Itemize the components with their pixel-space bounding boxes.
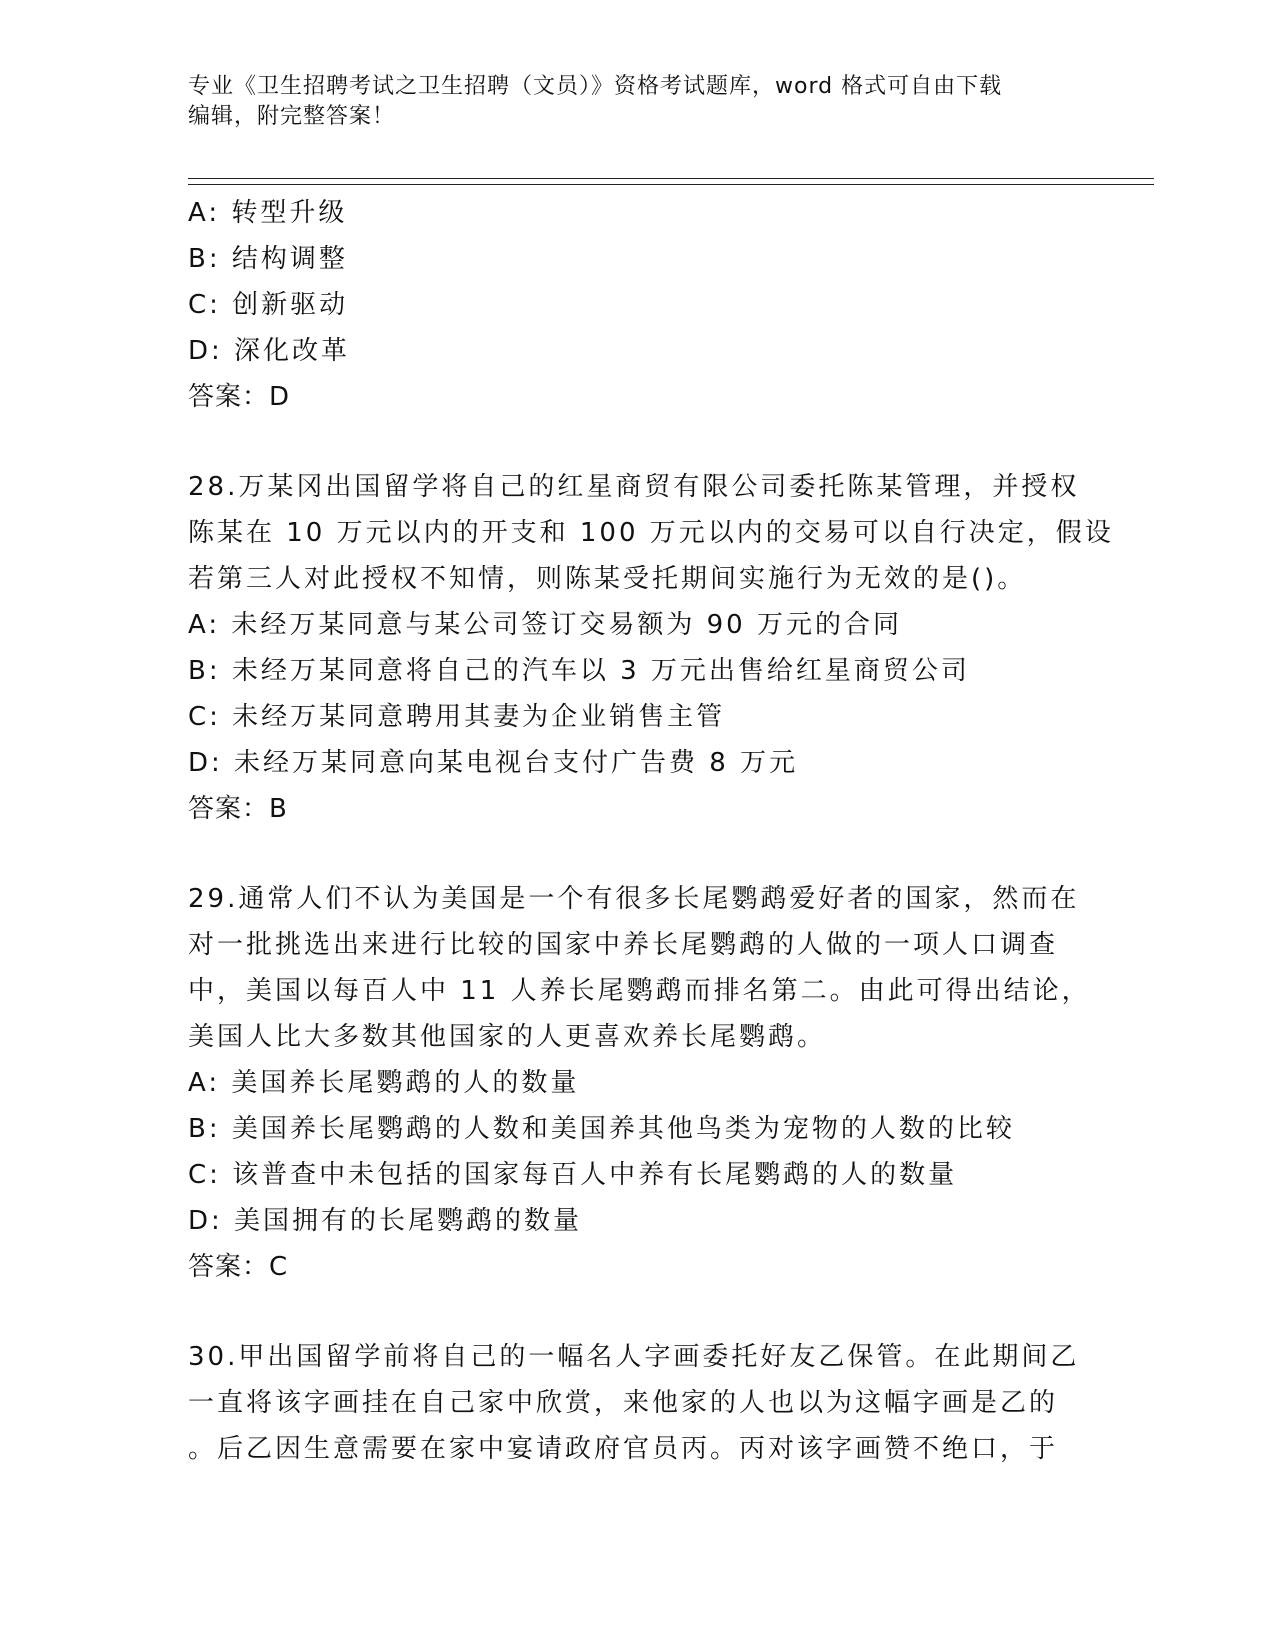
answer-line: 答案：B <box>188 794 288 824</box>
option-d: D: 美国拥有的长尾鹦鹉的数量 <box>188 1206 583 1236</box>
option-c: C: 创新驱动 <box>188 290 349 320</box>
header-line-1: 专业《卫生招聘考试之卫生招聘（文员）》资格考试题库，word 格式可自由下载 <box>188 74 1003 99</box>
question-block-30 <box>188 1334 1088 1472</box>
question-text-line: 陈某在 10 万元以内的开支和 100 万元以内的交易可以自行决定，假设 <box>188 518 1114 548</box>
question-text-line: 28.万某冈出国留学将自己的红星商贸有限公司委托陈某管理，并授权 <box>188 472 1080 502</box>
question-text-line: 。后乙因生意需要在家中宴请政府官员丙。丙对该字画赞不绝口，于 <box>188 1434 1059 1464</box>
header-rule-bottom <box>188 184 1154 185</box>
option-b: B: 未经万某同意将自己的汽车以 3 万元出售给红星商贸公司 <box>188 656 970 686</box>
header-line-2: 编辑，附完整答案！ <box>188 104 396 129</box>
question-block-28 <box>188 464 1114 832</box>
question-text-line: 29.通常人们不认为美国是一个有很多长尾鹦鹉爱好者的国家，然而在 <box>188 884 1080 914</box>
question-text-line: 30.甲出国留学前将自己的一幅名人字画委托好友乙保管。在此期间乙 <box>188 1342 1080 1372</box>
answer-line: 答案：D <box>188 382 291 412</box>
document-body <box>188 190 1114 1472</box>
option-a: A: 转型升级 <box>188 198 348 228</box>
question-text-line: 若第三人对此授权不知情，则陈某受托期间实施行为无效的是()。 <box>188 564 1027 594</box>
option-d: D: 未经万某同意向某电视台支付广告费 8 万元 <box>188 748 799 778</box>
option-c: C: 未经万某同意聘用其妻为企业销售主管 <box>188 702 726 732</box>
option-d: D: 深化改革 <box>188 336 351 366</box>
option-c: C: 该普查中未包括的国家每百人中养有长尾鹦鹉的人的数量 <box>188 1160 958 1190</box>
option-a: A: 美国养长尾鹦鹉的人的数量 <box>188 1068 580 1098</box>
question-text-line: 对一批挑选出来进行比较的国家中养长尾鹦鹉的人做的一项人口调查 <box>188 930 1059 960</box>
question-block-27 <box>188 190 1088 420</box>
option-b: B: 结构调整 <box>188 244 348 274</box>
question-text-line: 美国人比大多数其他国家的人更喜欢养长尾鹦鹉。 <box>188 1022 827 1052</box>
question-text-line: 一直将该字画挂在自己家中欣赏，来他家的人也以为这幅字画是乙的 <box>188 1388 1059 1418</box>
document-header <box>188 72 1068 132</box>
question-text-line: 中，美国以每百人中 11 人养长尾鹦鹉而排名第二。由此可得出结论， <box>188 976 1091 1006</box>
option-b: B: 美国养长尾鹦鹉的人数和美国养其他鸟类为宠物的人数的比较 <box>188 1114 1015 1144</box>
question-block-29 <box>188 876 1091 1290</box>
option-a: A: 未经万某同意与某公司签订交易额为 90 万元的合同 <box>188 610 902 640</box>
header-rule-top <box>188 178 1154 179</box>
answer-line: 答案：C <box>188 1252 289 1282</box>
